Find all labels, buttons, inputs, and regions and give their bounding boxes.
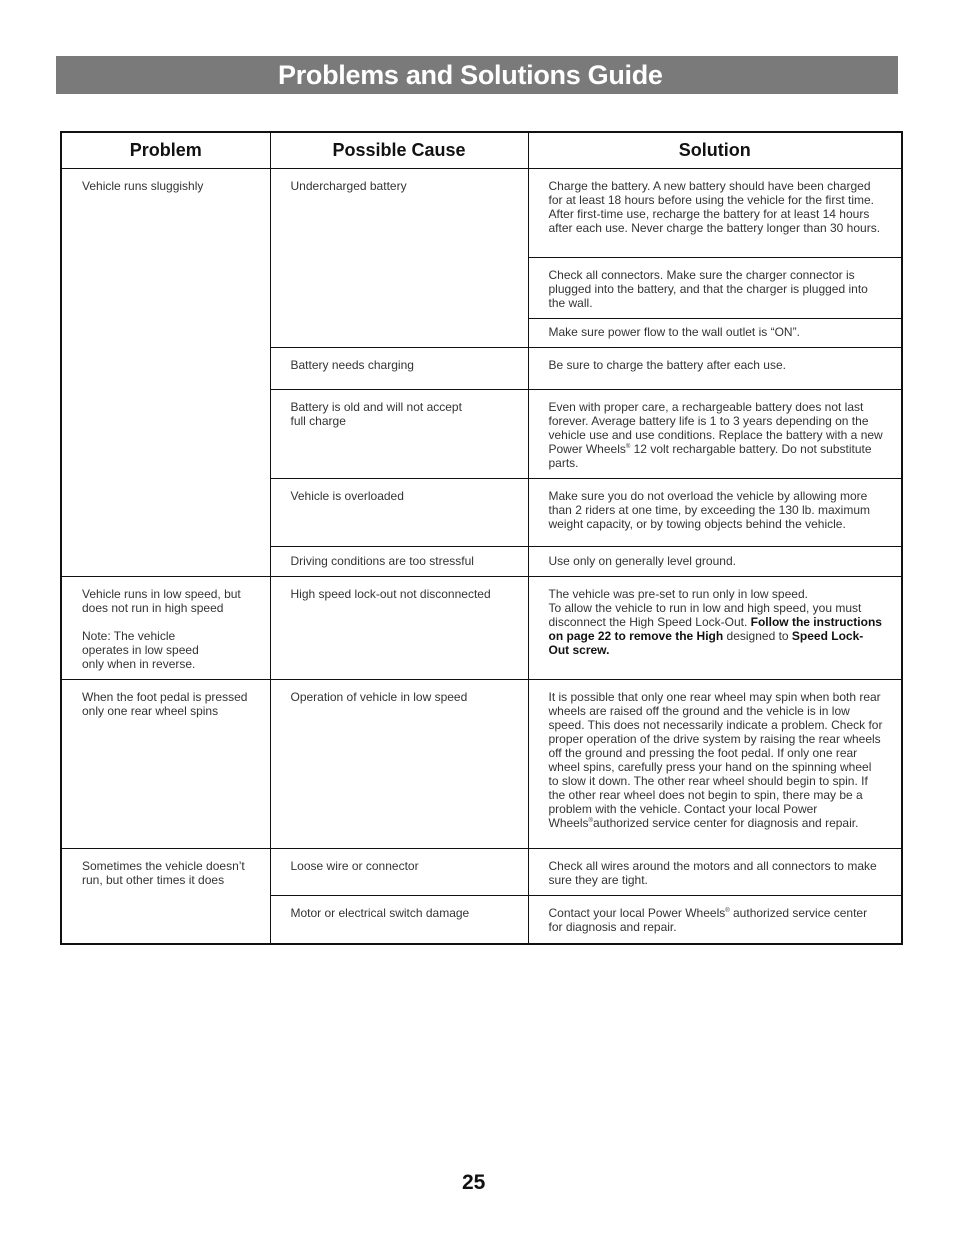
cause-cell: Operation of vehicle in low speed [270,680,528,849]
cause-cell: High speed lock-out not disconnected [270,577,528,680]
problem-note-line: operates in low speed [82,643,199,657]
table-row [61,849,902,896]
cause-line: full charge [290,414,346,428]
solution-text: Contact your local Power Wheels [548,906,726,920]
solution-text: authorized service center for diagnosis and repair. [548,906,868,934]
cause-cell: Undercharged battery [270,169,528,348]
cause-cell: Battery needs charging [270,348,528,390]
cause-cell: Motor or electrical switch damage [270,896,528,944]
solution-bold-text: Speed Lock-Out screw. [548,629,864,657]
solution-text: designed to [723,629,792,643]
solution-cell [528,577,902,680]
problem-note-line: only when in reverse. [82,657,196,671]
header-solution: Solution [528,132,902,169]
page-title: Problems and Solutions Guide [278,60,663,90]
solution-cell: Check all wires around the motors and all connectors to make sure they are tight. [528,849,902,896]
solution-cell: Make sure you do not overload the vehicle by allowing more than 2 riders at one time, by exceeding the 130 lb. maximum weight capacity, or by towing objects behind the vehicle. [528,479,902,547]
cause-cell [270,390,528,479]
table-header-row [61,132,902,169]
header-problem: Problem [61,132,270,169]
cause-line: Battery is old and will not accept [290,400,462,414]
header-possible-cause: Possible Cause [270,132,528,169]
solution-text: To allow the vehicle to run in low and high speed, you must disconnect the High Speed Lock-Out. [548,601,862,629]
problem-text: Vehicle runs in low speed, but does not run in high speed [82,587,241,615]
solution-cell [528,680,902,849]
table-row [61,577,902,680]
solution-text: 12 volt rechargable battery. Do not substitute parts. [548,442,872,470]
problem-cell [61,577,270,680]
problem-note-line: Note: The vehicle [82,629,176,643]
problems-solutions-table [60,131,903,945]
page-number: 25 [462,1171,486,1194]
solution-cell: Make sure power flow to the wall outlet is “ON”. [528,319,902,348]
solution-cell: Use only on generally level ground. [528,547,902,577]
title-banner [56,56,898,94]
solution-text: authorized service center for diagnosis and repair. [592,816,859,830]
cause-cell: Driving conditions are too stressful [270,547,528,577]
table-row [61,169,902,258]
solution-cell: Be sure to charge the battery after each use. [528,348,902,390]
registered-mark: ® [625,444,631,450]
cause-cell: Loose wire or connector [270,849,528,896]
solution-text: Even with proper care, a rechargeable battery does not last forever. Average battery life is 1 to 3 years depending on the vehicle use and use conditions. Replace the battery with a new Power Wheels [548,400,883,456]
problem-cell: Sometimes the vehicle doesn’t run, but other times it does [61,849,270,944]
cause-cell: Vehicle is overloaded [270,479,528,547]
solution-cell: Charge the battery. A new battery should have been charged for at least 18 hours before using the vehicle for the first time. After first-time use, recharge the battery for at least 14 hours after each use. Never charge the battery longer than 30 hours. [528,169,902,258]
problem-cell: Vehicle runs sluggishly [61,169,270,577]
registered-mark: ® [588,818,593,824]
solution-text: It is possible that only one rear wheel may spin when both rear wheels are raised off the ground and the vehicle is in low speed. This does not necessarily indicate a problem. Check for proper operation of the drive system by raising the rear wheels off the ground and pressing the foot pedal. If only one rear wheel spins, carefully press your hand on the spinning wheel to slow it down. The other rear wheel should begin to spin. If the other rear wheel does not begin to spin, there may be a problem with the vehicle. Contact your local Power Wheels [548,690,883,830]
solution-bold-text: Follow the instructions on page 22 to remove the High [548,615,882,643]
problem-cell: When the foot pedal is pressed only one rear wheel spins [61,680,270,849]
solution-cell: Check all connectors. Make sure the charger connector is plugged into the battery, and that the charger is plugged into the wall. [528,258,902,319]
solution-cell [528,896,902,944]
table-row [61,680,902,849]
solution-line: The vehicle was pre-set to run only in low speed. [548,587,808,601]
solution-cell [528,390,902,479]
registered-mark: ® [725,908,730,914]
